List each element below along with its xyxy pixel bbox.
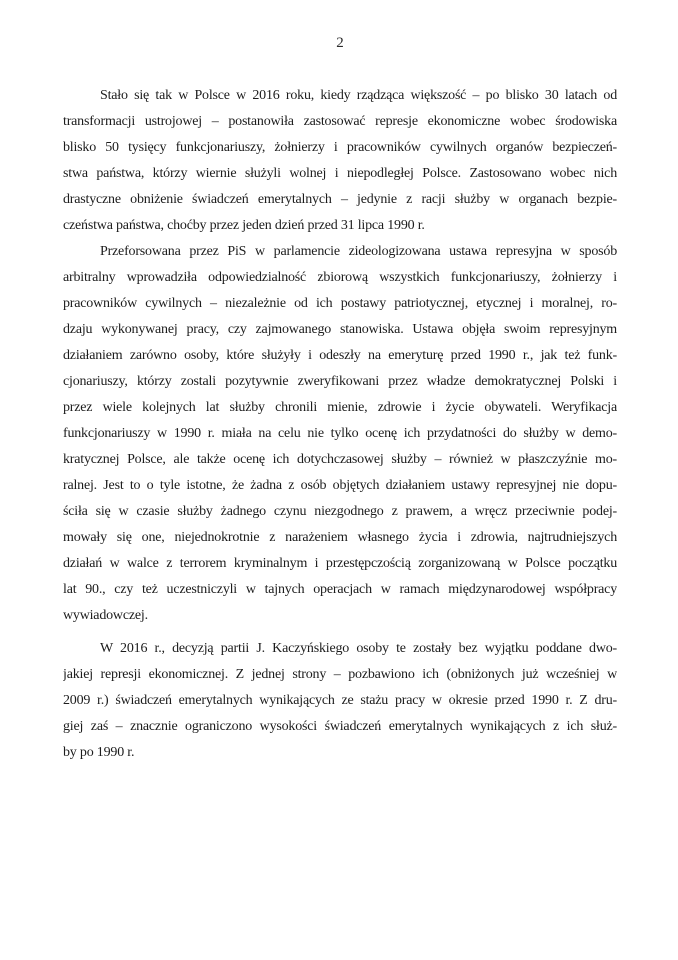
- paragraph: [63, 636, 617, 766]
- document-body: [63, 83, 617, 766]
- text-line: przez wiele kolejnych lat służby chronili mienie, zdrowie i życie obywateli. Weryfikacja: [63, 400, 617, 415]
- text-line: ściła się w czasie służby żadnego czynu niezgodnego z prawem, a wręcz przeciwnie podej-: [63, 504, 617, 519]
- text-line: by po 1990 r.: [63, 745, 135, 760]
- paragraph: [63, 83, 617, 239]
- text-line: Stało się tak w Polsce w 2016 roku, kiedy rządząca większość – po blisko 30 latach od: [100, 88, 617, 103]
- text-line: pracowników cywilnych – niezależnie od ich postawy patriotycznej, etycznej i moralnej, ro-: [63, 296, 617, 311]
- text-line: drastyczne obniżenie świadczeń emerytalnych – jedynie z racji służby w organach bezpie-: [63, 192, 617, 207]
- page-number: 2: [336, 35, 344, 51]
- text-line: W 2016 r., decyzją partii J. Kaczyńskiego osoby te zostały bez wyjątku poddane dwo-: [100, 641, 617, 656]
- text-line: 2009 r.) świadczeń emerytalnych wynikających ze stażu pracy w okresie przed 1990 r. Z dru-: [63, 693, 617, 708]
- text-line: giej zaś – znacznie ograniczono wysokości świadczeń emerytalnych wynikających z ich służ-: [63, 719, 617, 734]
- text-line: dzaju wykonywanej pracy, czy zajmowanego stanowiska. Ustawa objęła swoim represyjnym: [63, 322, 617, 337]
- text-line: kratycznej Polsce, ale także ocenę ich dotychczasowej służby – również w płaszczyźnie mo-: [63, 452, 617, 467]
- text-line: ralnej. Jest to o tyle istotne, że żadna z osób objętych działaniem ustawy represyjnej nie dopu-: [63, 478, 617, 493]
- text-line: jakiej represji ekonomicznej. Z jednej strony – pozbawiono ich (obniżonych już wcześniej w: [63, 667, 617, 682]
- text-line: wywiadowczej.: [63, 608, 148, 623]
- text-line: transformacji ustrojowej – postanowiła zastosować represje ekonomiczne wobec środowiska: [63, 114, 617, 129]
- paragraph: [63, 239, 617, 629]
- text-line: mowały się one, niejednokrotnie z narażeniem własnego życia i zdrowia, najtrudniejszych: [63, 530, 617, 545]
- text-line: arbitralny wprowadziła odpowiedzialność zbiorową wszystkich funkcjonariuszy, żołnierzy i: [63, 270, 617, 285]
- text-line: Przeforsowana przez PiS w parlamencie zideologizowana ustawa represyjna w sposób: [100, 244, 617, 259]
- text-line: stwa państwa, którzy wiernie służyli wolnej i niepodległej Polsce. Zastosowano wobec nich: [63, 166, 617, 181]
- text-line: funkcjonariuszy w 1990 r. miała na celu nie tylko ocenę ich przydatności do służby w demo-: [63, 426, 617, 441]
- text-line: czeństwa państwa, choćby przez jeden dzień przed 31 lipca 1990 r.: [63, 218, 425, 233]
- text-line: lat 90., czy też uczestniczyli w tajnych operacjach w ramach międzynarodowej współpracy: [63, 582, 617, 597]
- text-line: działań w walce z terrorem kryminalnym i przestępczością zorganizowaną w Polsce początku: [63, 556, 617, 571]
- text-line: cjonariuszy, którzy zostali pozytywnie zweryfikowani przez władze demokratycznej Polski i: [63, 374, 617, 389]
- text-line: działaniem zarówno osoby, które służyły i odeszły na emeryturę przed 1990 r., jak też funk-: [63, 348, 617, 363]
- text-line: blisko 50 tysięcy funkcjonariuszy, żołnierzy i pracowników cywilnych organów bezpieczeń-: [63, 140, 617, 155]
